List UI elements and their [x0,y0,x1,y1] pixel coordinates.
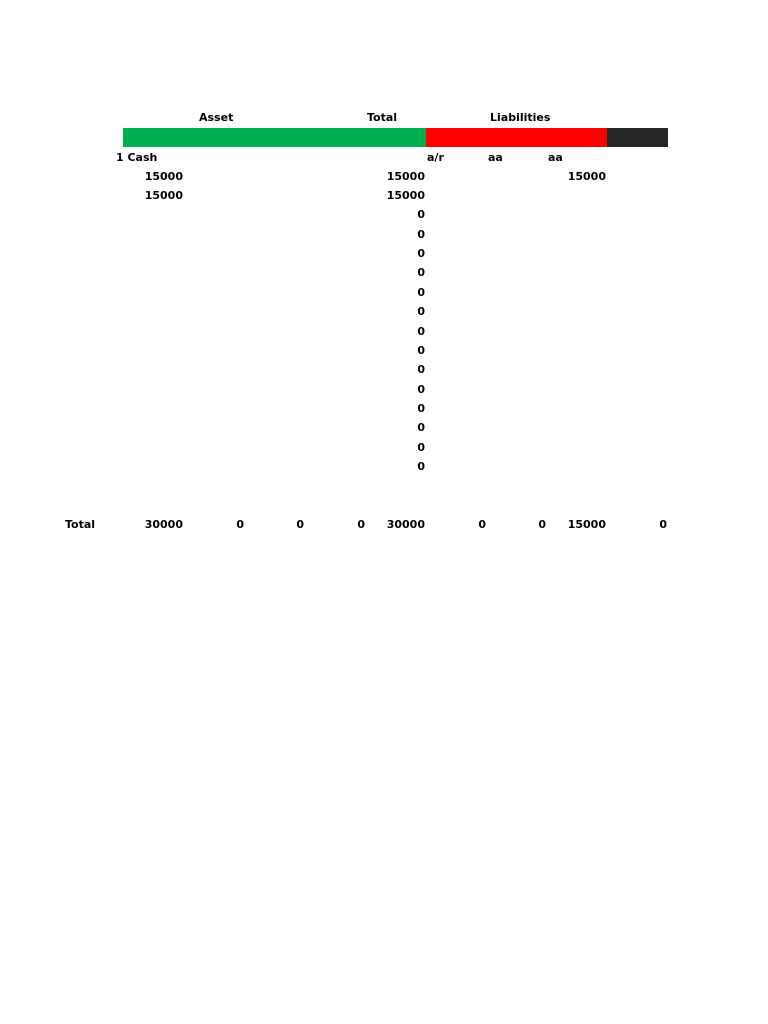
table-row [0,402,768,421]
table-row [0,344,768,363]
cash-cell: 15000 [144,189,183,202]
cash-column-label: 1 Cash [116,151,158,164]
table-row [0,286,768,305]
liabilities-color-bar [426,128,607,147]
total-value-col4: 0 [357,518,365,531]
table-row [0,441,768,460]
table-row [0,228,768,247]
total-value-col3: 0 [296,518,304,531]
aa-column-label-2: aa [548,151,563,164]
table-row [0,460,768,479]
table-row [0,170,768,189]
total-cell: 0 [417,325,425,338]
total-cell: 0 [417,441,425,454]
total-cell: 0 [417,247,425,260]
totals-row [0,518,768,537]
total-cell: 0 [417,383,425,396]
table-row [0,305,768,324]
total-header: Total [367,111,398,124]
table-row [0,208,768,227]
total-value-aa2: 15000 [567,518,606,531]
asset-header: Asset [199,111,234,124]
total-cell: 0 [417,228,425,241]
liabilities-header: Liabilities [490,111,551,124]
table-row [0,247,768,266]
ar-column-label: a/r [427,151,444,164]
table-row [0,189,768,208]
table-row [0,421,768,440]
total-cell: 15000 [386,170,425,183]
total-cell: 0 [417,344,425,357]
total-value-col9: 0 [659,518,667,531]
table-row [0,325,768,344]
total-cell: 0 [417,460,425,473]
total-cell: 0 [417,208,425,221]
total-value-total: 30000 [386,518,425,531]
total-value-cash: 30000 [144,518,183,531]
aa-column-label-1: aa [488,151,503,164]
table-row [0,383,768,402]
total-value-col2: 0 [236,518,244,531]
table-row [0,266,768,285]
total-cell: 0 [417,402,425,415]
equity-color-bar [607,128,668,147]
cash-cell: 15000 [144,170,183,183]
totals-label: Total [65,518,96,531]
total-cell: 0 [417,363,425,376]
total-cell: 15000 [386,189,425,202]
table-row [0,363,768,382]
total-cell: 0 [417,286,425,299]
total-cell: 0 [417,305,425,318]
asset-color-bar [123,128,426,147]
total-cell: 0 [417,266,425,279]
total-value-aa1: 0 [538,518,546,531]
aa-cell: 15000 [567,170,606,183]
total-cell: 0 [417,421,425,434]
total-value-ar: 0 [478,518,486,531]
